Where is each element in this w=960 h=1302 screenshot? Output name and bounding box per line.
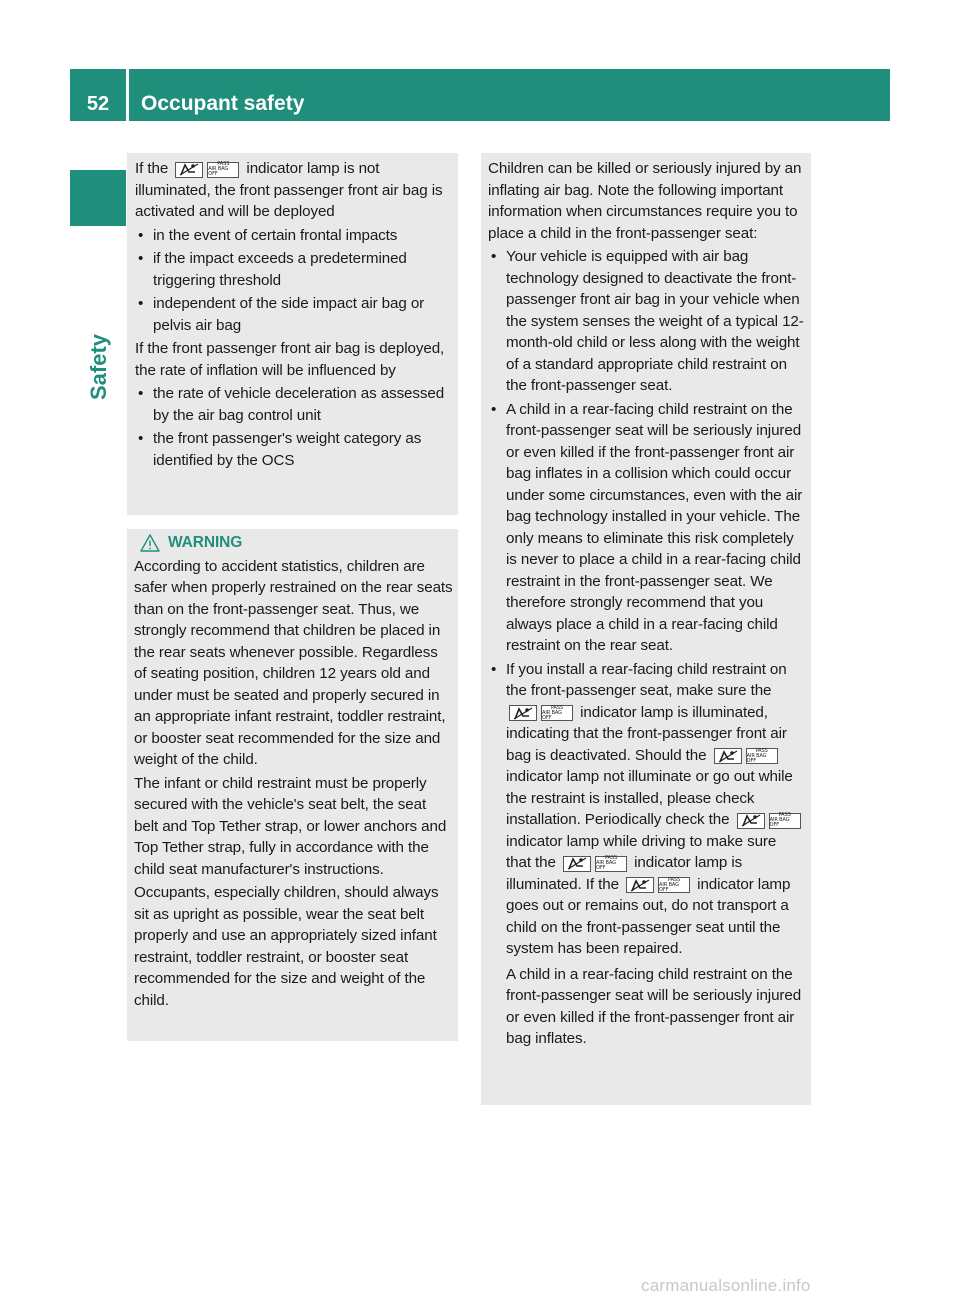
bullet-list bbox=[135, 383, 452, 471]
warning-heading bbox=[140, 532, 453, 554]
bullet-list bbox=[488, 246, 805, 1050]
text-fragment: If the bbox=[135, 160, 169, 177]
list-item: • independent of the side impact air bag or pelvis air bag bbox=[135, 293, 452, 336]
passenger-airbag-off-indicator-icon bbox=[175, 162, 239, 178]
text-fragment: If you install a rear-facing child restraint on the front-passenger seat, make sure the bbox=[506, 660, 787, 699]
airbag-off-label: PASS AIR BAG OFF bbox=[658, 877, 690, 893]
side-tab-label: Safety bbox=[86, 333, 111, 401]
side-color-block bbox=[70, 170, 126, 226]
paragraph: According to accident statistics, children are safer when properly restrained on the rear seats than on the front-passenger seat. Thus, we strongly recommend that children be placed in the rear seats whenever possible. Regardless of seating position, children 12 years old and under must be seated and properly secured in an appropriate infant restraint, toddler restraint, or booster seat recommended for the size and weight of the child. bbox=[134, 557, 453, 768]
page-number: 52 bbox=[86, 93, 110, 115]
child-seat-icon bbox=[175, 162, 203, 178]
list-item: • the front passenger's weight category as identified by the OCS bbox=[135, 428, 452, 471]
text-fragment: indicator lamp while driving to make sure that the bbox=[506, 832, 777, 871]
paragraph: If the front passenger front air bag is deployed, the rate of inflation will be influenced by bbox=[135, 340, 445, 379]
paragraph bbox=[135, 158, 452, 223]
child-seat-icon bbox=[626, 877, 654, 893]
paragraph: Children can be killed or seriously injured by an inflating air bag. Note the following important information when circumstances require you to place a child in the front-passenger seat: bbox=[488, 160, 802, 242]
paragraph: The infant or child restraint must be properly secured with the vehicle's seat belt, the seat belt and Top Tether strap, or lower anchors and Top Tether strap, fully in accordance with the child seat manufacturer's instructions. bbox=[134, 774, 447, 878]
passenger-airbag-off-indicator-icon bbox=[509, 705, 573, 721]
list-item: • in the event of certain frontal impacts bbox=[135, 225, 452, 247]
passenger-airbag-off-indicator-icon bbox=[626, 877, 690, 893]
list-item bbox=[488, 659, 805, 1050]
child-safety-box bbox=[481, 153, 811, 1105]
text-fragment: indicator lamp goes out or remains out, do not transport a child on the front-passenger seat until the system has been repaired. bbox=[506, 875, 791, 957]
child-seat-icon bbox=[737, 813, 765, 829]
bullet-list bbox=[135, 225, 452, 337]
passenger-airbag-off-indicator-icon bbox=[714, 748, 778, 764]
airbag-off-label: PASS AIR BAG OFF bbox=[207, 162, 239, 178]
section-title: Occupant safety bbox=[141, 92, 305, 115]
airbag-info-box bbox=[127, 153, 458, 515]
child-seat-icon bbox=[563, 856, 591, 872]
airbag-off-label: PASS AIR BAG OFF bbox=[595, 856, 627, 872]
warning-box bbox=[127, 529, 458, 1041]
text-fragment: indicator lamp is not illuminated, the front passenger front air bag is activated and will be deployed bbox=[135, 160, 443, 220]
child-seat-icon bbox=[509, 705, 537, 721]
text-fragment: indicator lamp is illuminated. If the bbox=[506, 854, 743, 893]
passenger-airbag-off-indicator-icon bbox=[563, 856, 627, 872]
paragraph: Occupants, especially children, should always sit as upright as possible, wear the seat belt properly and use an appropriately sized infant restraint, toddler restraint, or booster seat recommended for the size and weight of the child. bbox=[134, 884, 439, 1009]
warning-title: WARNING bbox=[168, 534, 243, 551]
header-divider bbox=[126, 69, 129, 121]
text-fragment: indicator lamp is illuminated, indicating that the front-passenger front air bag is deactivated. Should the bbox=[506, 703, 787, 764]
passenger-airbag-off-indicator-icon bbox=[737, 813, 801, 829]
warning-triangle-icon bbox=[140, 534, 160, 552]
watermark: carmanualsonline.info bbox=[641, 1276, 811, 1295]
list-item: • if the impact exceeds a predetermined triggering threshold bbox=[135, 248, 452, 291]
text-fragment: indicator lamp not illuminate or go out while the restraint is installed, please check installation. Periodically check the bbox=[506, 768, 793, 828]
list-item: • the rate of vehicle deceleration as assessed by the air bag control unit bbox=[135, 383, 452, 426]
list-item-paragraph: A child in a rear-facing child restraint on the front-passenger seat will be seriously injured or even killed if the front-passenger front air bag inflates. bbox=[506, 965, 802, 1047]
airbag-off-label: PASS AIR BAG OFF bbox=[746, 748, 778, 764]
airbag-off-label: PASS AIR BAG OFF bbox=[769, 813, 801, 829]
airbag-off-label: PASS AIR BAG OFF bbox=[541, 705, 573, 721]
child-seat-icon bbox=[714, 748, 742, 764]
list-item: • A child in a rear-facing child restraint on the front-passenger seat will be seriously injured or even killed if the front-passenger front air bag inflates in a collision which could occur under some circumstances, even with the air bag technology installed in your vehicle. The only means to eliminate this risk completely is never to place a child in a rear-facing child restraint in the front-passenger seat. We therefore strongly recommend that you always place a child in a rear-facing child restraint on the rear seat. bbox=[488, 399, 805, 657]
list-item: • Your vehicle is equipped with air bag technology designed to deactivate the front-passenger front air bag in your vehicle when the system senses the weight of a typical 12-month-old child or less along with the weight of a standard appropriate child restraint on the front-passenger seat. bbox=[488, 246, 805, 397]
